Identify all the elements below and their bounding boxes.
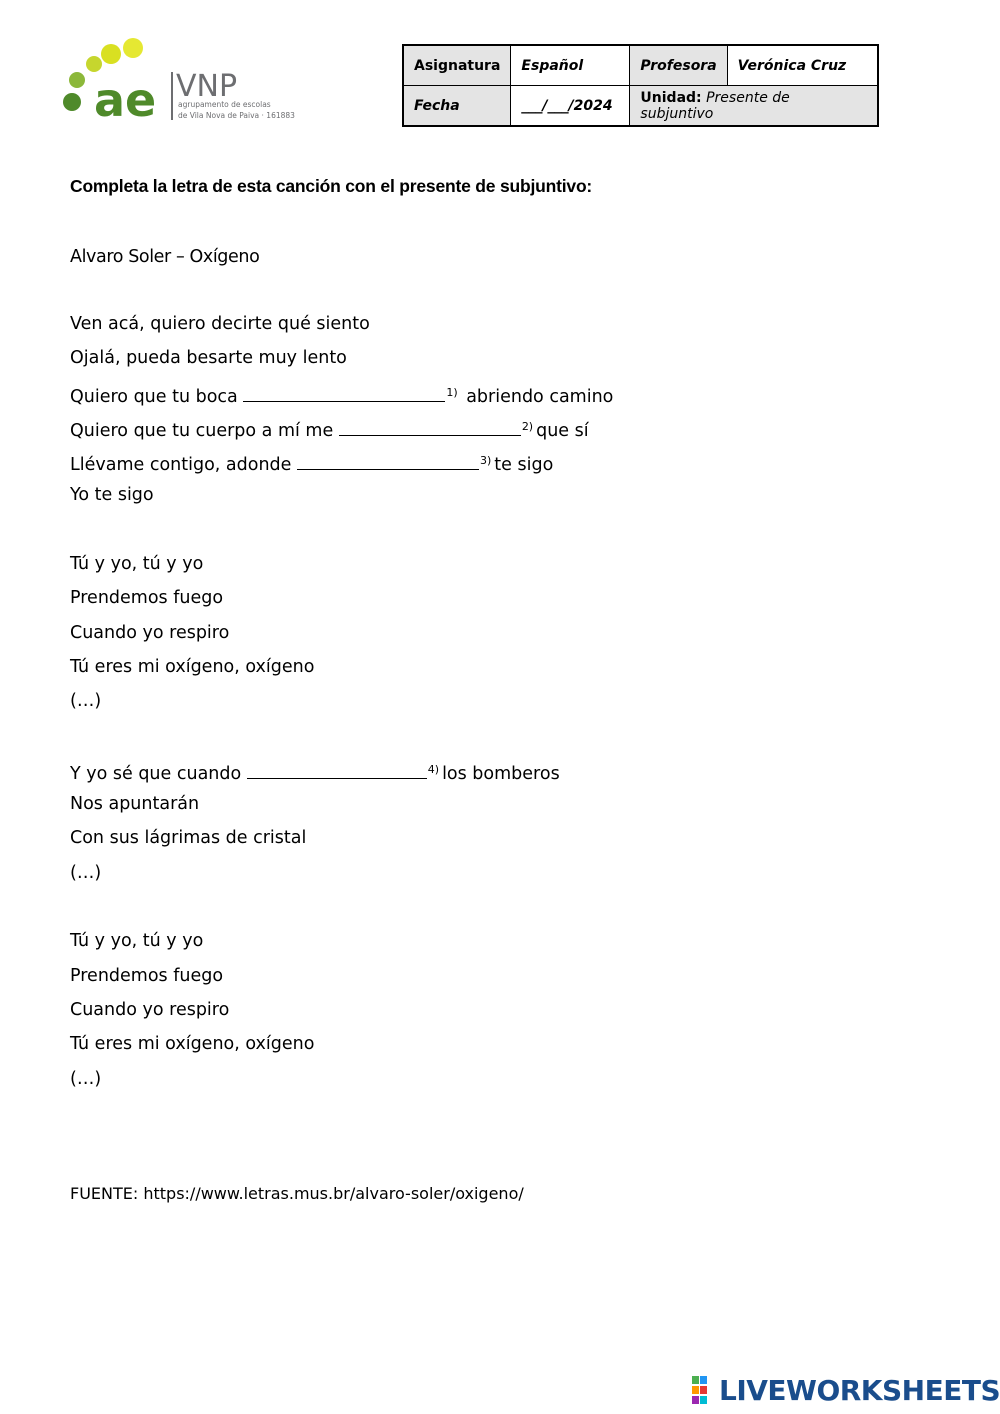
lyric-line: Tú y yo, tú y yo [70,931,204,952]
fecha-label: Fecha [403,86,511,127]
asignatura-value: Español [511,45,630,86]
logo-line1: agrupamento de escolas [178,100,271,109]
lyric-line: Tú y yo, tú y yo [70,554,204,575]
blank-number-4: 4) [427,762,440,776]
lyrics [70,312,613,1101]
instruction-heading: Completa la letra de esta canción con el presente de subjuntivo: [70,176,593,196]
school-logo-graphic [58,36,308,126]
answer-blank-1[interactable] [243,383,445,402]
lyric-text: Llévame contigo, adonde [70,455,297,476]
unidad-value: Presente de subjuntivo [640,89,790,122]
lyric-text: Quiero que tu boca [70,386,244,407]
blank-number-1: 1) [446,385,458,399]
liveworksheets-watermark [692,1372,1000,1408]
unidad-cell [630,86,878,127]
lyric-line: Yo te sigo [70,485,154,506]
fecha-value: ___/___/2024 [511,86,630,127]
profesora-label: Profesora [630,45,727,86]
lyric-text: Quiero que tu cuerpo a mí me [70,420,339,441]
lyric-text: te sigo [494,455,554,476]
lyric-line-blank-1 [70,381,613,415]
lyric-line: Prendemos fuego [70,588,224,609]
logo-line2: de Vila Nova de Paiva · 161883 [178,111,295,120]
header-info-table [402,44,879,127]
lyric-line: Prendemos fuego [70,965,224,986]
lyric-text: abriendo camino [460,386,614,407]
lyric-line: (…) [70,691,102,712]
lyric-text: que sí [536,420,589,441]
lyric-text: los bomberos [442,763,560,784]
answer-blank-4[interactable] [247,760,427,779]
answer-blank-2[interactable] [339,417,521,436]
watermark-text: LIVEWORKSHEETS [719,1373,1000,1407]
unidad-label: Unidad: [640,89,702,106]
answer-blank-3[interactable] [297,451,479,470]
lyric-line: Ven acá, quiero decirte qué siento [70,314,370,334]
song-title: Alvaro Soler – Oxígeno [70,247,260,267]
lyric-line: Tú eres mi oxígeno, oxígeno [70,1034,315,1055]
school-logo [58,36,308,126]
liveworksheets-icon [692,1376,716,1404]
lyric-line-blank-2 [70,415,613,449]
blank-number-3: 3) [480,454,492,468]
lyric-line-blank-4 [70,758,613,792]
profesora-value: Verónica Cruz [727,45,878,86]
lyric-line: Cuando yo respiro [70,999,230,1020]
logo-brand: VNP [176,69,238,104]
lyric-line: (…) [70,862,102,883]
asignatura-label: Asignatura [403,45,511,86]
logo-mark: ae [94,73,157,126]
lyric-text: Y yo sé que cuando [70,763,247,784]
lyric-line: Ojalá, pueda besarte muy lento [70,348,347,369]
lyric-line: Con sus lágrimas de cristal [70,828,307,849]
lyric-line: (…) [70,1068,102,1089]
lyric-line: Nos apuntarán [70,794,200,815]
lyric-line-blank-3 [70,449,613,483]
lyric-line: Cuando yo respiro [70,622,230,643]
source-citation: FUENTE: https://www.letras.mus.br/alvaro-soler/oxigeno/ [70,1184,524,1203]
blank-number-2: 2) [521,419,534,433]
lyric-line: Tú eres mi oxígeno, oxígeno [70,656,315,677]
